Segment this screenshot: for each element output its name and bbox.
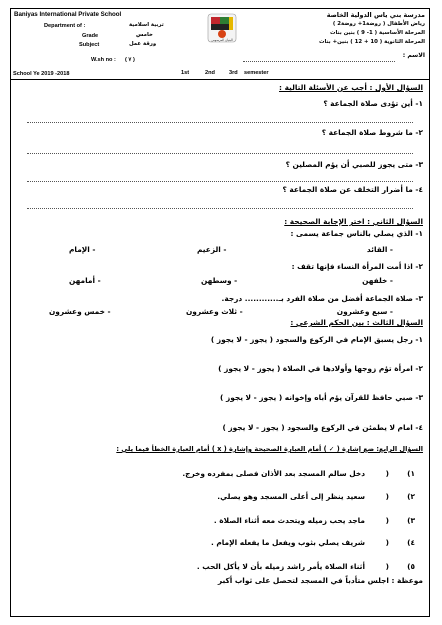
department-value: تربية اسلامية <box>129 22 164 28</box>
semester-2: 2nd <box>205 70 215 76</box>
q4-title: السؤال الرابع: ضع إشارة ( ✓ ) أمام العبارة الصحيحة وإشارة ( x ) أمام العبارة الخطأ فيما يلي : <box>116 445 423 453</box>
q4-item-1-text: دخل سالم المسجد بعد الأذان فصلى بمفرده وخرج. <box>182 469 365 478</box>
primary-line: المرحلة الأساسية ( 1- 9 ) بنين بنات <box>330 30 425 36</box>
q4-item-1-number: ١) <box>407 469 415 478</box>
q2-item-1-option-2: - الزعيم <box>197 245 227 254</box>
school-name-en: Baniyas International Private School <box>14 11 122 18</box>
answer-line <box>27 153 413 154</box>
q4-item-5-text: أثناء الصلاة يأمر راشد زميله بأن لا يأكل الحب . <box>196 562 365 571</box>
q2-item-2: ٢- اذا أمت المرأة النساء فإنها تقف : <box>291 262 423 271</box>
q3-item-2: ٢- امرأة تؤم زوجها وأولادها في الصلاة ( يجوز - لا يجوز ) <box>218 364 423 373</box>
answer-line <box>27 208 413 209</box>
q1-item-1: ١- أين تؤدى صلاة الجماعة ؟ <box>323 99 423 108</box>
q4-item-4-text: شريف يصلي بثوب ويفعل ما يفعله الإمام . <box>210 538 365 547</box>
school-name-ar: مدرسة بني ياس الدولية الخاصة <box>326 11 425 19</box>
q2-item-3: ٣- صلاة الجماعة أفضل من صلاة الفرد بـ............ درجة. <box>221 294 423 303</box>
wsh-label: W.sh no : <box>91 57 116 63</box>
q4-item-4-paren: ( <box>385 538 389 547</box>
semester-label: semester <box>244 70 269 76</box>
grade-value: خامس <box>136 32 153 38</box>
q2-item-1: ١- الذي يصلي بالناس جماعة يسمى : <box>290 229 423 238</box>
q4-item-2-paren: ( <box>385 492 389 501</box>
school-year: School Ye 2019 -2018 <box>13 71 70 77</box>
kg-line: رياض الأطفال ( روضة1+ روضة2 ) <box>332 21 425 27</box>
grade-label: Grade <box>82 33 99 39</box>
q1-item-3: ٣- متى يجوز للصبي أن يؤم المصلين ؟ <box>285 160 423 169</box>
q1-item-2: ٢- ما شروط صلاة الجماعة ؟ <box>321 128 423 137</box>
q4-item-1-paren: ( <box>385 469 389 478</box>
semester-1: 1st <box>181 70 190 76</box>
name-line <box>243 61 395 62</box>
wsh-value: ( ٧ ) <box>125 57 135 63</box>
worksheet-page <box>10 8 430 617</box>
q4-item-2-text: سعيد ينظر إلى أعلى المسجد وهو يصلي. <box>217 492 365 501</box>
subject-label: Subject <box>79 42 100 48</box>
q4-item-5-paren: ( <box>385 562 389 571</box>
q4-item-3-text: ماجد يحب زميله ويتحدث معه أثناء الصلاة . <box>213 516 365 525</box>
q2-item-3-option-2: - ثلاث وعشرون <box>186 307 243 316</box>
q4-item-3-number: ٣) <box>407 516 415 525</box>
advice-text: موعظة : اجلس متأدباً في المسجد لتحصل على ثواب أكبر <box>217 576 423 585</box>
q4-item-3-paren: ( <box>385 516 389 525</box>
svg-text:البنيان المرصوص: البنيان المرصوص <box>211 38 233 42</box>
q4-item-4-number: ٤) <box>407 538 415 547</box>
q1-title: السؤال الأول : أجب عن الأسئلة التالية : <box>279 83 423 92</box>
q2-item-2-option-2: - وسطهن <box>201 276 238 285</box>
q3-item-3: ٣- صبي حافظ للقرآن يؤم أباه وإخوانه ( يجوز - لا يجوز ) <box>220 393 423 402</box>
subject-value: ورقة عمل <box>129 41 157 47</box>
q2-item-2-option-1: - خلفهن <box>362 276 393 285</box>
answer-line <box>27 181 413 182</box>
q3-item-4: ٤- امام لا يطمئن في الركوع والسجود ( يجوز - لا يجوز ) <box>222 423 423 432</box>
q3-title: السؤال الثالث : بين الحكم الشرعي : <box>290 318 423 327</box>
q4-item-5-number: ٥) <box>407 562 415 571</box>
q2-item-1-option-1: - القائد <box>366 245 393 254</box>
secondary-line: المرحلة الثانوية ( 10 + 12 ) بنين+ بنات <box>319 39 425 45</box>
q4-item-2-number: ٢) <box>407 492 415 501</box>
department-label: Department of : <box>44 23 86 29</box>
header-divider <box>11 79 429 80</box>
q2-title: السؤال الثاني : اختر الإجابة الصحيحة : <box>284 217 423 226</box>
q2-item-3-option-3: - خمس وعشرون <box>49 307 111 316</box>
semester-3: 3rd <box>229 70 238 76</box>
q2-item-1-option-3: - الإمام <box>69 245 96 254</box>
q2-item-3-option-1: - سبع وعشرون <box>336 307 393 316</box>
name-label: الاسم : <box>402 52 425 59</box>
answer-line <box>27 122 413 123</box>
q3-item-1: ١- رجل يسبق الإمام في الركوع والسجود ( يجوز - لا يجوز ) <box>210 335 423 344</box>
school-logo <box>207 13 237 43</box>
q2-item-2-option-3: - أمامهن <box>69 276 101 285</box>
q1-item-4: ٤- ما أضرار التخلف عن صلاة الجماعة ؟ <box>282 185 423 194</box>
